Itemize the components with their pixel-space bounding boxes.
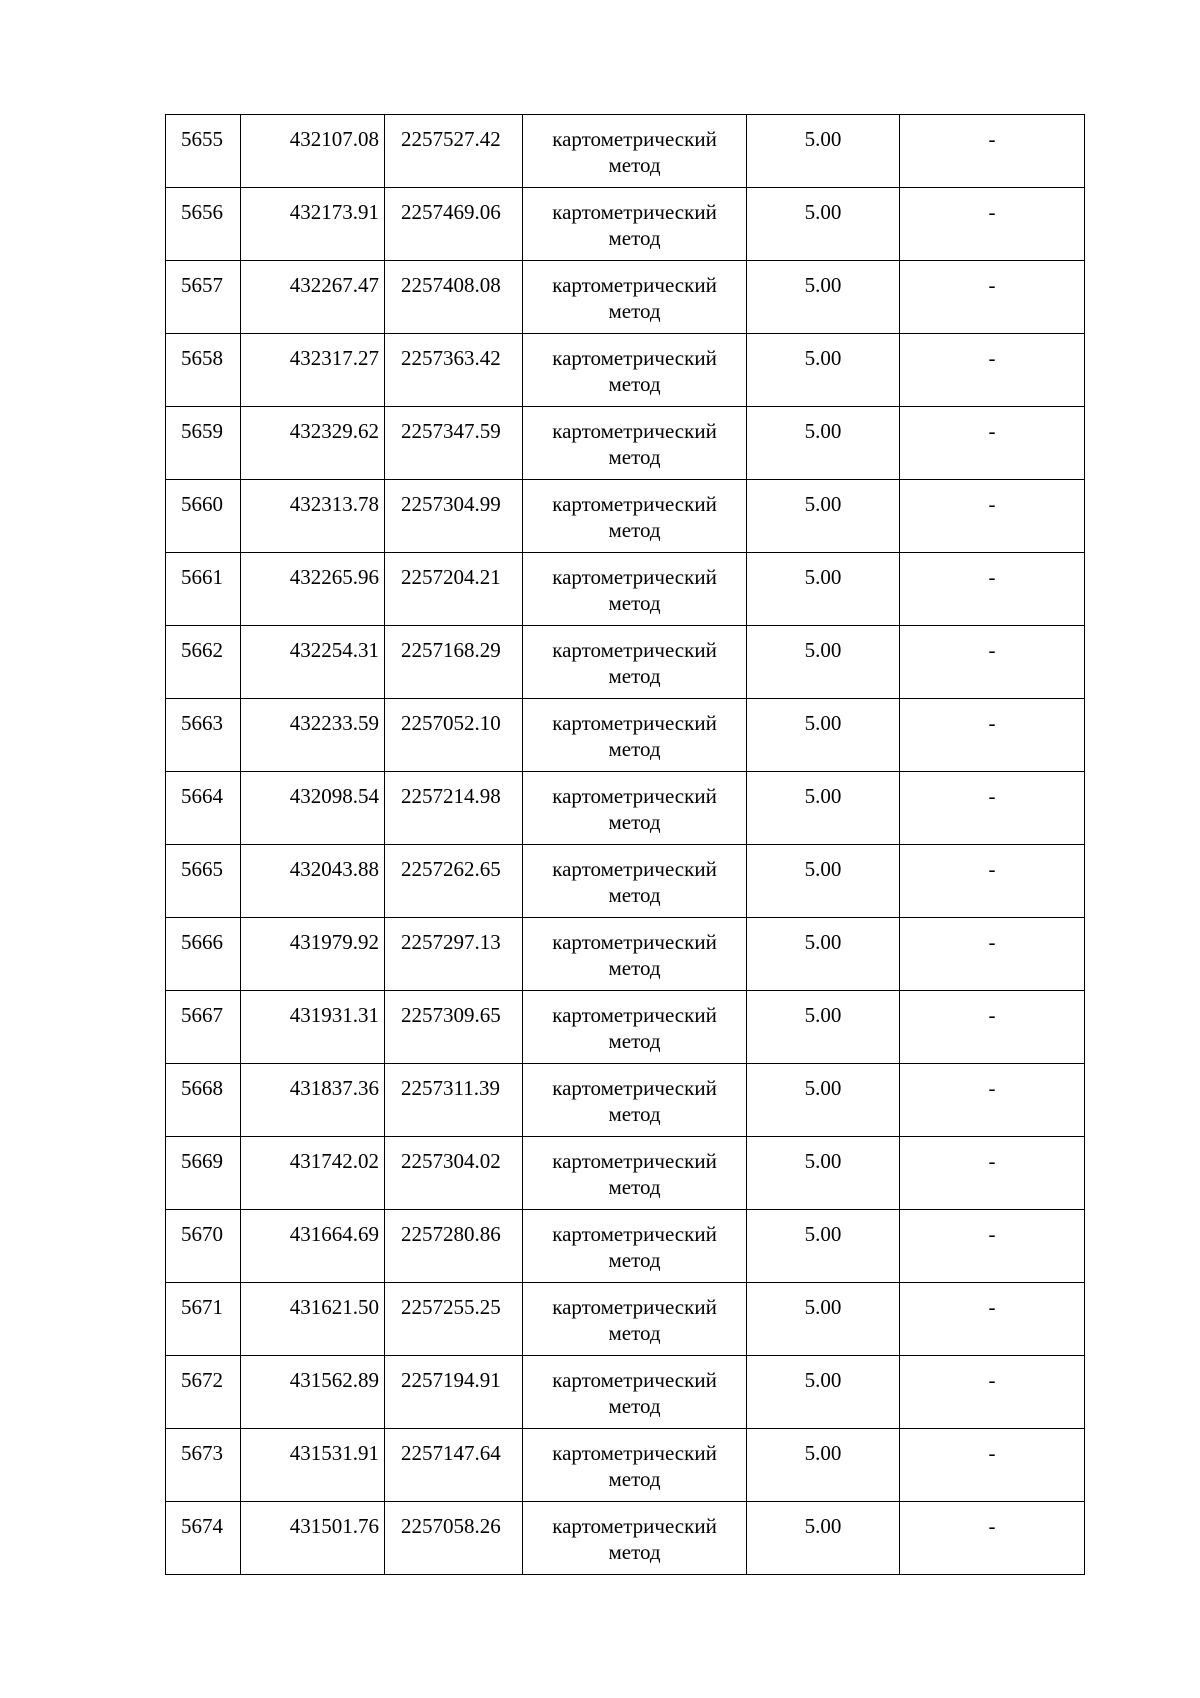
method-text: картометрический метод: [552, 200, 717, 250]
x-coordinate-cell: [241, 1210, 385, 1283]
description-cell: [900, 626, 1085, 699]
accuracy-cell: [747, 480, 900, 553]
description-text: -: [988, 565, 996, 589]
method-cell: [523, 626, 747, 699]
y-coordinate-text: 2257297.13: [401, 930, 501, 954]
accuracy-text: 5.00: [804, 1076, 842, 1100]
x-coordinate-cell: [241, 407, 385, 480]
accuracy-cell: [747, 115, 900, 188]
y-coordinate-cell: [385, 772, 523, 845]
x-coordinate-text: 432267.47: [289, 273, 379, 297]
method-cell: [523, 772, 747, 845]
accuracy-text: 5.00: [804, 784, 842, 808]
point-number-cell: [166, 845, 241, 918]
description-cell: [900, 772, 1085, 845]
description-cell: [900, 1502, 1085, 1575]
accuracy-text: 5.00: [804, 1222, 842, 1246]
point-number-cell: [166, 772, 241, 845]
method-cell: [523, 115, 747, 188]
y-coordinate-text: 2257262.65: [401, 857, 501, 881]
point-number-text: 5665: [181, 857, 223, 881]
point-number-text: 5669: [181, 1149, 223, 1173]
accuracy-text: 5.00: [804, 492, 842, 516]
method-text: картометрический метод: [552, 565, 717, 615]
accuracy-text: 5.00: [804, 930, 842, 954]
y-coordinate-text: 2257304.99: [401, 492, 501, 516]
point-number-text: 5660: [181, 492, 223, 516]
description-text: -: [988, 930, 996, 954]
method-text: картометрический метод: [552, 1149, 717, 1199]
point-number-cell: [166, 699, 241, 772]
point-number-text: 5661: [181, 565, 223, 589]
point-number-text: 5672: [181, 1368, 223, 1392]
method-text: картометрический метод: [552, 492, 717, 542]
method-text: картометрический метод: [552, 638, 717, 688]
x-coordinate-text: 432265.96: [289, 565, 379, 589]
description-cell: [900, 699, 1085, 772]
table-row: [166, 261, 1085, 334]
x-coordinate-cell: [241, 772, 385, 845]
x-coordinate-cell: [241, 699, 385, 772]
method-text: картометрический метод: [552, 1003, 717, 1053]
accuracy-cell: [747, 553, 900, 626]
y-coordinate-cell: [385, 188, 523, 261]
method-text: картометрический метод: [552, 419, 717, 469]
description-text: -: [988, 1368, 996, 1392]
table-row: [166, 1429, 1085, 1502]
method-cell: [523, 1137, 747, 1210]
description-text: -: [988, 273, 996, 297]
method-text: картометрический метод: [552, 1368, 717, 1418]
table-row: [166, 1356, 1085, 1429]
description-cell: [900, 553, 1085, 626]
description-text: -: [988, 1149, 996, 1173]
description-cell: [900, 334, 1085, 407]
description-cell: [900, 1356, 1085, 1429]
point-number-cell: [166, 407, 241, 480]
x-coordinate-text: 431979.92: [289, 930, 379, 954]
point-number-cell: [166, 1356, 241, 1429]
y-coordinate-text: 2257363.42: [401, 346, 501, 370]
description-cell: [900, 1064, 1085, 1137]
accuracy-text: 5.00: [804, 1514, 842, 1538]
y-coordinate-text: 2257309.65: [401, 1003, 501, 1027]
method-cell: [523, 991, 747, 1064]
x-coordinate-cell: [241, 845, 385, 918]
point-number-text: 5658: [181, 346, 223, 370]
point-number-cell: [166, 334, 241, 407]
point-number-cell: [166, 115, 241, 188]
y-coordinate-text: 2257469.06: [401, 200, 501, 224]
point-number-text: 5663: [181, 711, 223, 735]
table-row: [166, 1502, 1085, 1575]
method-cell: [523, 1429, 747, 1502]
x-coordinate-cell: [241, 188, 385, 261]
x-coordinate-text: 432173.91: [289, 200, 379, 224]
y-coordinate-text: 2257304.02: [401, 1149, 501, 1173]
method-text: картометрический метод: [552, 1514, 717, 1564]
method-cell: [523, 261, 747, 334]
description-cell: [900, 991, 1085, 1064]
method-cell: [523, 918, 747, 991]
y-coordinate-cell: [385, 699, 523, 772]
accuracy-text: 5.00: [804, 857, 842, 881]
description-text: -: [988, 711, 996, 735]
y-coordinate-cell: [385, 1210, 523, 1283]
accuracy-cell: [747, 1137, 900, 1210]
y-coordinate-text: 2257147.64: [401, 1441, 501, 1465]
y-coordinate-cell: [385, 480, 523, 553]
accuracy-cell: [747, 188, 900, 261]
method-text: картометрический метод: [552, 1222, 717, 1272]
point-number-cell: [166, 1283, 241, 1356]
x-coordinate-text: 431664.69: [289, 1222, 379, 1246]
method-cell: [523, 553, 747, 626]
accuracy-text: 5.00: [804, 1368, 842, 1392]
table-row: [166, 626, 1085, 699]
table-row: [166, 699, 1085, 772]
x-coordinate-text: 431562.89: [289, 1368, 379, 1392]
x-coordinate-cell: [241, 115, 385, 188]
y-coordinate-cell: [385, 1137, 523, 1210]
x-coordinate-text: 432107.08: [289, 127, 379, 151]
method-cell: [523, 480, 747, 553]
x-coordinate-cell: [241, 918, 385, 991]
point-number-text: 5673: [181, 1441, 223, 1465]
y-coordinate-cell: [385, 1429, 523, 1502]
description-text: -: [988, 1441, 996, 1465]
y-coordinate-cell: [385, 1064, 523, 1137]
description-cell: [900, 480, 1085, 553]
accuracy-cell: [747, 1502, 900, 1575]
description-cell: [900, 115, 1085, 188]
y-coordinate-cell: [385, 626, 523, 699]
point-number-cell: [166, 626, 241, 699]
x-coordinate-cell: [241, 1356, 385, 1429]
point-number-text: 5657: [181, 273, 223, 297]
x-coordinate-cell: [241, 1502, 385, 1575]
x-coordinate-cell: [241, 1064, 385, 1137]
method-cell: [523, 1064, 747, 1137]
method-text: картометрический метод: [552, 127, 717, 177]
y-coordinate-text: 2257527.42: [401, 127, 501, 151]
x-coordinate-text: 432254.31: [289, 638, 379, 662]
accuracy-cell: [747, 334, 900, 407]
accuracy-text: 5.00: [804, 1441, 842, 1465]
point-number-cell: [166, 1137, 241, 1210]
accuracy-text: 5.00: [804, 1003, 842, 1027]
point-number-text: 5656: [181, 200, 223, 224]
x-coordinate-text: 432313.78: [289, 492, 379, 516]
description-text: -: [988, 1295, 996, 1319]
point-number-text: 5659: [181, 419, 223, 443]
x-coordinate-text: 431531.91: [289, 1441, 379, 1465]
x-coordinate-text: 431931.31: [289, 1003, 379, 1027]
description-cell: [900, 261, 1085, 334]
x-coordinate-text: 432233.59: [289, 711, 379, 735]
accuracy-cell: [747, 699, 900, 772]
y-coordinate-text: 2257255.25: [401, 1295, 501, 1319]
accuracy-text: 5.00: [804, 711, 842, 735]
method-cell: [523, 1502, 747, 1575]
point-number-text: 5667: [181, 1003, 223, 1027]
x-coordinate-cell: [241, 1283, 385, 1356]
description-text: -: [988, 784, 996, 808]
method-text: картометрический метод: [552, 1076, 717, 1126]
description-text: -: [988, 200, 996, 224]
y-coordinate-cell: [385, 918, 523, 991]
y-coordinate-text: 2257214.98: [401, 784, 501, 808]
table-row: [166, 407, 1085, 480]
y-coordinate-cell: [385, 991, 523, 1064]
x-coordinate-text: 432329.62: [289, 419, 379, 443]
point-number-text: 5671: [181, 1295, 223, 1319]
table-row: [166, 480, 1085, 553]
description-text: -: [988, 419, 996, 443]
accuracy-text: 5.00: [804, 346, 842, 370]
method-cell: [523, 407, 747, 480]
point-number-cell: [166, 918, 241, 991]
x-coordinate-text: 431742.02: [289, 1149, 379, 1173]
point-number-text: 5674: [181, 1514, 223, 1538]
accuracy-cell: [747, 1429, 900, 1502]
method-text: картометрический метод: [552, 1441, 717, 1491]
description-cell: [900, 1210, 1085, 1283]
method-text: картометрический метод: [552, 1295, 717, 1345]
description-cell: [900, 188, 1085, 261]
y-coordinate-text: 2257194.91: [401, 1368, 501, 1392]
description-text: -: [988, 346, 996, 370]
description-text: -: [988, 1514, 996, 1538]
point-number-cell: [166, 1210, 241, 1283]
method-cell: [523, 699, 747, 772]
description-cell: [900, 1429, 1085, 1502]
y-coordinate-cell: [385, 553, 523, 626]
point-number-text: 5662: [181, 638, 223, 662]
y-coordinate-cell: [385, 334, 523, 407]
accuracy-cell: [747, 1064, 900, 1137]
x-coordinate-cell: [241, 480, 385, 553]
accuracy-text: 5.00: [804, 200, 842, 224]
method-text: картометрический метод: [552, 930, 717, 980]
method-text: картометрический метод: [552, 857, 717, 907]
table-row: [166, 1137, 1085, 1210]
table-row: [166, 188, 1085, 261]
accuracy-text: 5.00: [804, 1295, 842, 1319]
x-coordinate-text: 432098.54: [289, 784, 379, 808]
description-text: -: [988, 127, 996, 151]
description-text: -: [988, 1222, 996, 1246]
description-cell: [900, 1137, 1085, 1210]
x-coordinate-text: 432317.27: [289, 346, 379, 370]
description-text: -: [988, 1003, 996, 1027]
y-coordinate-text: 2257052.10: [401, 711, 501, 735]
accuracy-cell: [747, 407, 900, 480]
coordinates-table: [165, 114, 1085, 1575]
accuracy-cell: [747, 918, 900, 991]
y-coordinate-cell: [385, 407, 523, 480]
description-text: -: [988, 1076, 996, 1100]
accuracy-text: 5.00: [804, 565, 842, 589]
x-coordinate-cell: [241, 553, 385, 626]
point-number-cell: [166, 991, 241, 1064]
table-row: [166, 115, 1085, 188]
accuracy-text: 5.00: [804, 1149, 842, 1173]
point-number-text: 5668: [181, 1076, 223, 1100]
x-coordinate-cell: [241, 1137, 385, 1210]
x-coordinate-cell: [241, 626, 385, 699]
point-number-text: 5666: [181, 930, 223, 954]
point-number-cell: [166, 261, 241, 334]
x-coordinate-text: 431501.76: [289, 1514, 379, 1538]
point-number-cell: [166, 1064, 241, 1137]
x-coordinate-cell: [241, 991, 385, 1064]
y-coordinate-cell: [385, 115, 523, 188]
description-text: -: [988, 857, 996, 881]
x-coordinate-cell: [241, 1429, 385, 1502]
method-text: картометрический метод: [552, 784, 717, 834]
coordinates-table-body: [166, 115, 1085, 1575]
table-row: [166, 772, 1085, 845]
accuracy-cell: [747, 1356, 900, 1429]
accuracy-text: 5.00: [804, 638, 842, 662]
description-cell: [900, 407, 1085, 480]
y-coordinate-cell: [385, 845, 523, 918]
point-number-cell: [166, 480, 241, 553]
method-cell: [523, 188, 747, 261]
table-row: [166, 1064, 1085, 1137]
method-cell: [523, 334, 747, 407]
point-number-cell: [166, 188, 241, 261]
description-cell: [900, 918, 1085, 991]
accuracy-cell: [747, 991, 900, 1064]
table-row: [166, 334, 1085, 407]
accuracy-cell: [747, 1210, 900, 1283]
y-coordinate-cell: [385, 1356, 523, 1429]
y-coordinate-text: 2257204.21: [401, 565, 501, 589]
y-coordinate-cell: [385, 1283, 523, 1356]
table-row: [166, 845, 1085, 918]
method-cell: [523, 1210, 747, 1283]
accuracy-text: 5.00: [804, 419, 842, 443]
description-cell: [900, 1283, 1085, 1356]
accuracy-text: 5.00: [804, 273, 842, 297]
method-cell: [523, 845, 747, 918]
accuracy-cell: [747, 1283, 900, 1356]
y-coordinate-text: 2257408.08: [401, 273, 501, 297]
y-coordinate-cell: [385, 261, 523, 334]
point-number-cell: [166, 1502, 241, 1575]
point-number-text: 5670: [181, 1222, 223, 1246]
y-coordinate-text: 2257058.26: [401, 1514, 501, 1538]
method-text: картометрический метод: [552, 273, 717, 323]
method-text: картометрический метод: [552, 346, 717, 396]
accuracy-cell: [747, 261, 900, 334]
y-coordinate-cell: [385, 1502, 523, 1575]
point-number-text: 5664: [181, 784, 223, 808]
y-coordinate-text: 2257311.39: [401, 1076, 500, 1100]
point-number-cell: [166, 1429, 241, 1502]
accuracy-cell: [747, 772, 900, 845]
x-coordinate-text: 431837.36: [289, 1076, 379, 1100]
table-row: [166, 991, 1085, 1064]
table-row: [166, 1210, 1085, 1283]
method-text: картометрический метод: [552, 711, 717, 761]
table-row: [166, 918, 1085, 991]
y-coordinate-text: 2257168.29: [401, 638, 501, 662]
accuracy-text: 5.00: [804, 127, 842, 151]
x-coordinate-text: 431621.50: [289, 1295, 379, 1319]
description-text: -: [988, 638, 996, 662]
accuracy-cell: [747, 845, 900, 918]
point-number-text: 5655: [181, 127, 223, 151]
point-number-cell: [166, 553, 241, 626]
table-row: [166, 553, 1085, 626]
method-cell: [523, 1283, 747, 1356]
description-text: -: [988, 492, 996, 516]
y-coordinate-text: 2257347.59: [401, 419, 501, 443]
x-coordinate-text: 432043.88: [289, 857, 379, 881]
x-coordinate-cell: [241, 261, 385, 334]
x-coordinate-cell: [241, 334, 385, 407]
method-cell: [523, 1356, 747, 1429]
y-coordinate-text: 2257280.86: [401, 1222, 501, 1246]
table-row: [166, 1283, 1085, 1356]
description-cell: [900, 845, 1085, 918]
accuracy-cell: [747, 626, 900, 699]
